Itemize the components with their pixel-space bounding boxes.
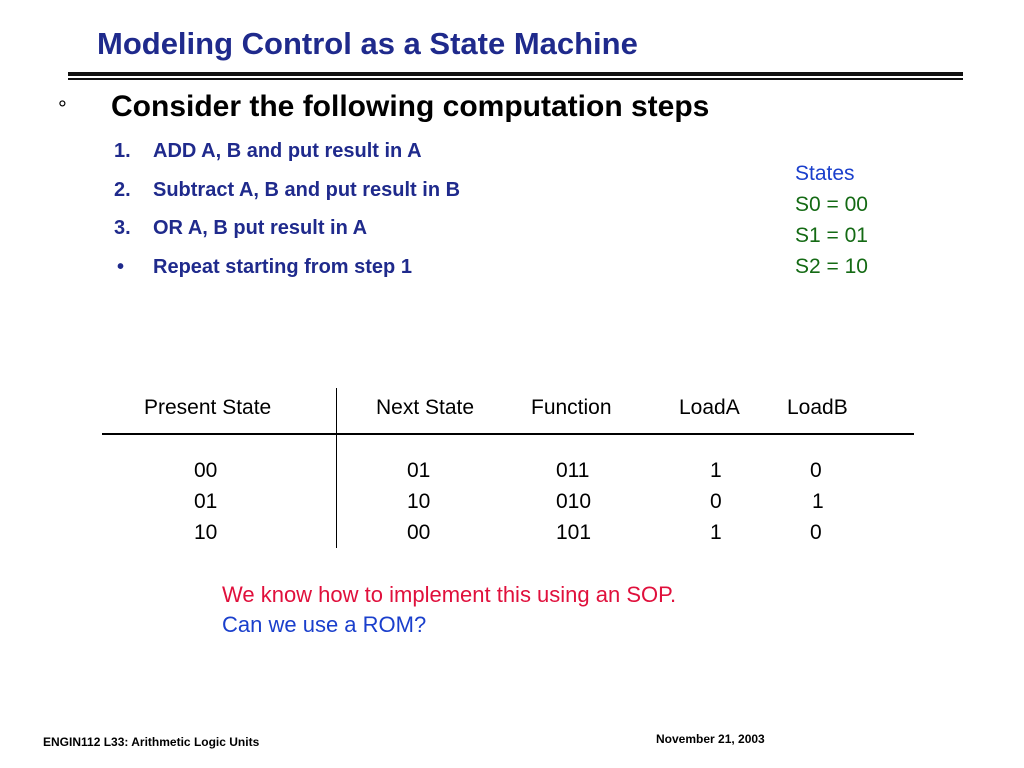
table-cell-function: 011 [556,459,590,482]
footer-date: November 21, 2003 [656,732,765,746]
note-sop: We know how to implement this using an SOP. [222,582,677,607]
main-bullet-marker: ° [58,96,67,121]
table-cell-next: 00 [407,521,431,544]
step-4-text: Repeat starting from step 1 [153,256,412,278]
table-cell-loada: 1 [710,521,722,544]
header-function: Function [531,396,612,419]
table-cell-function: 101 [556,521,592,544]
table-cell-present: 00 [194,459,218,482]
note-rom-question: Can we use a ROM? [222,612,427,637]
header-next-state: Next State [376,396,475,419]
table-cell-function: 010 [556,490,592,513]
state-s0: S0 = 00 [795,193,868,216]
table-cell-loadb: 0 [810,459,822,482]
table-cell-present: 01 [194,490,218,513]
step-2-number: 2. [114,179,131,201]
table-vertical-divider [336,388,337,548]
main-bullet-text: Consider the following computation steps [111,90,710,123]
header-loada: LoadA [679,396,740,419]
step-3-text: OR A, B put result in A [153,217,368,239]
table-header-divider [102,433,914,435]
states-heading: States [795,162,855,185]
table-cell-loada: 1 [710,459,722,482]
table-cell-loada: 0 [710,490,722,513]
step-1-text: ADD A, B and put result in A [153,140,422,162]
header-present-state: Present State [144,396,272,419]
step-2-text: Subtract A, B and put result in B [153,179,461,201]
table-cell-next: 01 [407,459,431,482]
state-s2: S2 = 10 [795,255,868,278]
slide-title: Modeling Control as a State Machine [97,26,638,61]
state-s1: S1 = 01 [795,224,868,247]
table-cell-loadb: 1 [812,490,824,513]
title-divider-thick [68,72,963,76]
step-3-number: 3. [114,217,131,239]
footer-course-label: ENGIN112 L33: Arithmetic Logic Units [43,735,260,749]
table-cell-loadb: 0 [810,521,822,544]
table-cell-next: 10 [407,490,431,513]
title-divider-thin [68,78,963,80]
header-loadb: LoadB [787,396,848,419]
table-cell-present: 10 [194,521,218,544]
step-4-bullet: • [117,256,125,278]
step-1-number: 1. [114,140,131,162]
